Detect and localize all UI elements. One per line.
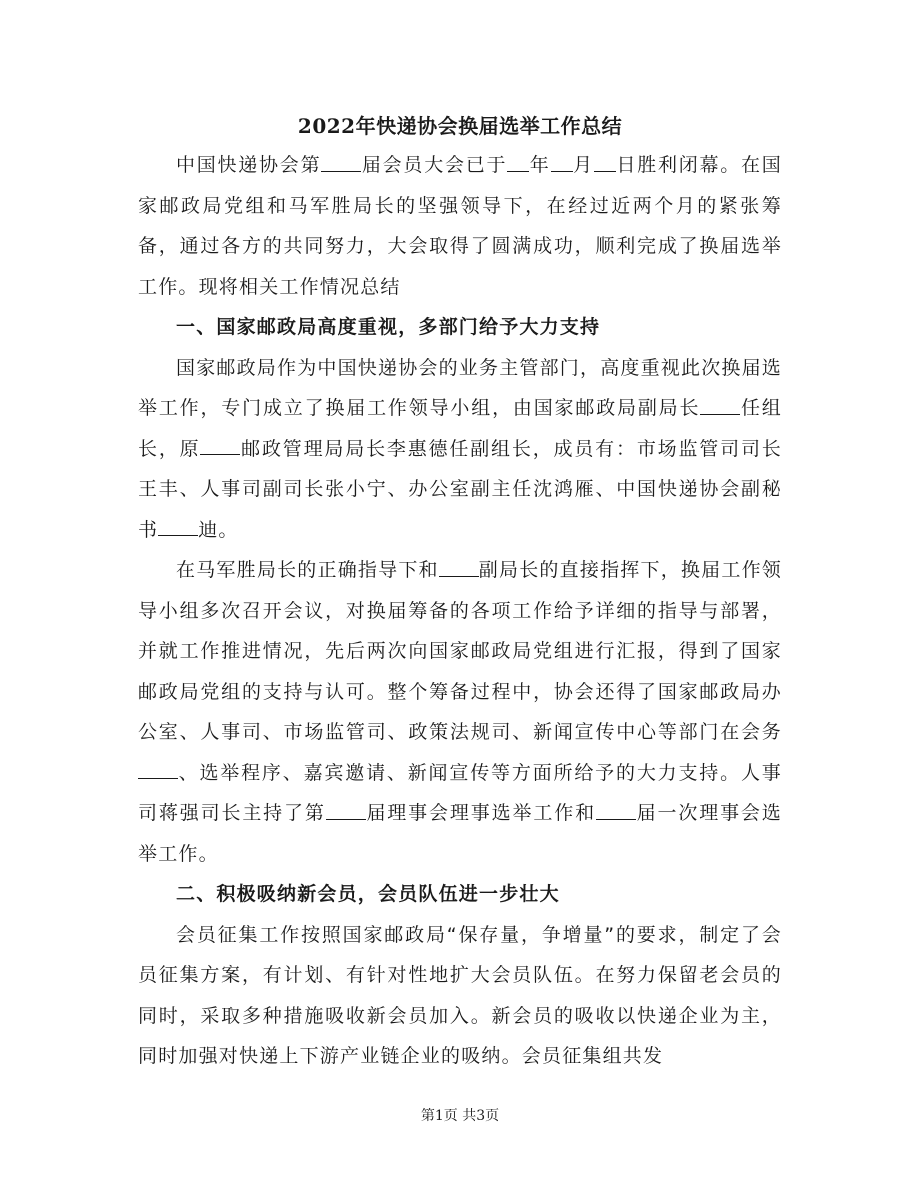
s1p2-text-2: 副局长的直接指挥下，换届工作领导小组多次召开会议，对换届筹备的各项工作给予详细的指导与部署，并就工作推进情况，先后两次向国家邮政局党组进行汇报，得到了国家邮政局党组的支持与认可。整个筹备过程中，协会还得了国家邮政局办公室、人事司、市场监管司、政策法规司、新闻宣传中心等部门在会务 xyxy=(138,559,782,743)
blank-underline xyxy=(551,150,573,172)
blank-underline xyxy=(200,434,240,456)
intro-text-4: 月 xyxy=(572,154,594,176)
s1p2-text-1: 在马军胜局长的正确指导下和 xyxy=(176,559,439,581)
blank-underline xyxy=(507,150,529,172)
blank-underline xyxy=(594,150,616,172)
intro-text-3: 年 xyxy=(529,154,551,176)
blank-underline xyxy=(138,758,178,780)
s1p2-text-5: 届一次理事会选举工作。 xyxy=(138,802,782,865)
section2-paragraph-1: 会员征集工作按照国家邮政局“保存量，争增量”的要求，制定了会员征集方案，有计划、有针对性地扩大会员队伍。在努力保留老会员的同时，采取多种措施吸收新会员加入。新会员的吸收以快递企业为主，同时加强对快递上下游产业链企业的吸纳。会员征集组共发 xyxy=(138,923,782,1067)
intro-text-5: 日胜利闭幕。在国家邮政局党组和马军胜局长的坚强领导下，在经过近两个月的紧张筹备，通过各方的共同努力，大会取得了圆满成功，顺利完成了换届选举工作。现将相关工作情况总结 xyxy=(138,154,783,298)
s1p1-text-2: 任组长，原 xyxy=(138,397,782,460)
page-footer: 第1页 共3页 xyxy=(420,1108,500,1124)
blank-underline xyxy=(700,393,740,415)
section1-paragraph-2 xyxy=(138,550,782,874)
s1p1-text-4: 迪。 xyxy=(198,518,239,541)
document-title: 2022年快递协会换届选举工作总结 xyxy=(297,114,623,138)
s1p2-text-3: 、选举程序、嘉宾邀请、新闻宣传等方面所给予的大力支持。人事司蒋强司长主持了第 xyxy=(138,761,782,824)
blank-underline xyxy=(596,798,636,820)
document-body xyxy=(138,145,782,1077)
section1-heading: 一、国家邮政局高度重视，多部门给予大力支持 xyxy=(176,316,601,338)
blank-underline xyxy=(321,150,361,172)
intro-text-1: 中国快递协会第 xyxy=(176,154,322,176)
s1p1-text-3: 邮政管理局局长李惠德任副组长，成员有：市场监管司司长王丰、人事司副司长张小宁、办公室副主任沈鸿雁、中国快递协会副秘书 xyxy=(138,437,782,541)
s1p2-text-4: 届理事会理事选举工作和 xyxy=(365,802,596,824)
blank-underline xyxy=(158,515,198,537)
blank-underline xyxy=(439,555,479,577)
section1-paragraph-1 xyxy=(138,348,782,551)
blank-underline xyxy=(326,798,366,820)
s1p1-text-1: 国家邮政局作为中国快递协会的业务主管部门，高度重视此次换届选举工作，专门成立了换届工作领导小组，由国家邮政局副局长 xyxy=(138,356,783,419)
intro-text-2: 届会员大会已于 xyxy=(361,154,508,176)
section2-heading: 二、积极吸纳新会员，会员队伍进一步壮大 xyxy=(176,883,560,905)
intro-paragraph xyxy=(138,145,782,307)
